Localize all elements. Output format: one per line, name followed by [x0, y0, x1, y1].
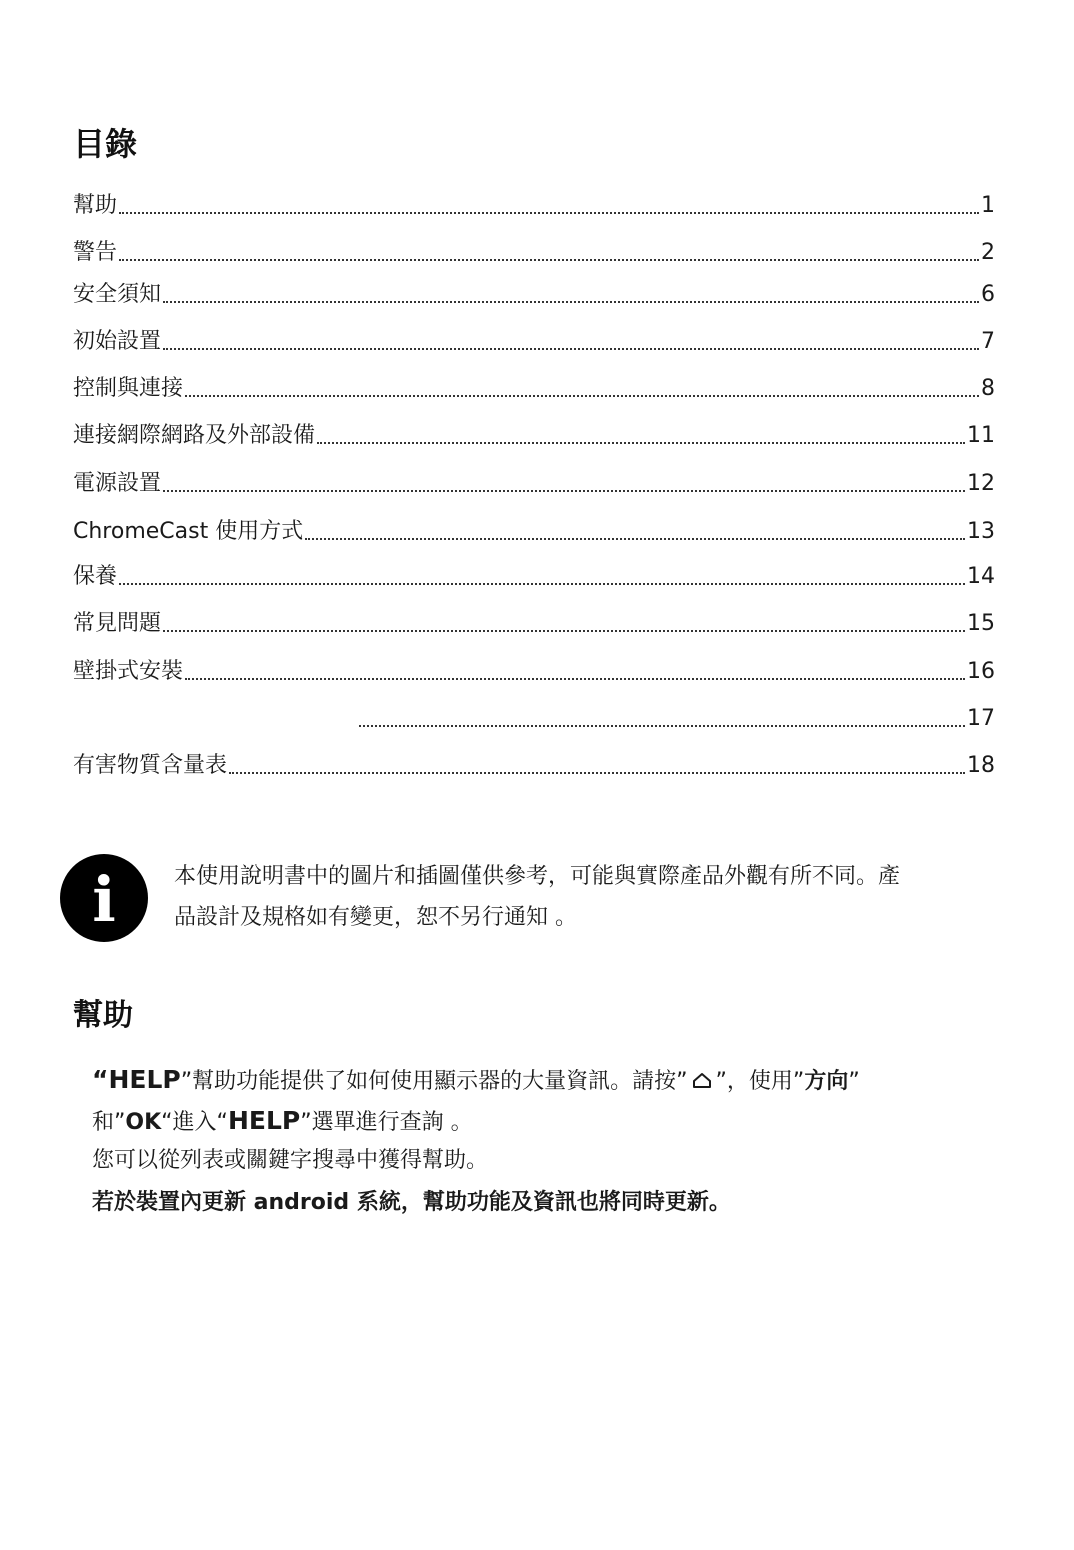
help-text: ”，使用” [715, 1069, 805, 1094]
toc-entry-label: 警告 [73, 240, 118, 265]
notice-text [174, 856, 974, 938]
toc-leader-dots [359, 724, 965, 727]
toc-entry-label: 控制與連接 [73, 376, 184, 401]
help-text: 幫助功能提供了如何使用顯示器的大量資訊。請按” [192, 1069, 688, 1094]
direction-keyword: 方向 [804, 1069, 849, 1094]
toc-entry[interactable] [73, 326, 995, 356]
toc-leader-dots [163, 300, 979, 303]
toc-entry-label: 初始設置 [73, 329, 162, 354]
toc-entry-label: 壁掛式安裝 [73, 659, 184, 684]
toc-entry-label: 電源設置 [73, 471, 162, 496]
help-paragraph-line [92, 1063, 1052, 1099]
toc-leader-dots [163, 489, 965, 492]
toc-entry[interactable] [73, 516, 995, 546]
quote-mark: “ [92, 1065, 109, 1094]
toc-entry-label: 有害物質含量表 [73, 753, 228, 778]
toc-leader-dots [185, 677, 965, 680]
quote-mark: ” [180, 1069, 193, 1094]
toc-leader-dots [163, 629, 965, 632]
toc-leader-dots [119, 258, 979, 261]
notice-line: 本使用說明書中的圖片和插圖僅供參考，可能與實際產品外觀有所不同。產 [174, 864, 901, 889]
help-section-title: 幫助 [73, 998, 133, 1033]
toc-entry[interactable] [73, 237, 995, 267]
toc-leader-dots [119, 211, 979, 214]
toc-entry-page: 6 [981, 282, 995, 307]
toc-entry[interactable] [73, 703, 995, 733]
help-text: 和” [92, 1110, 126, 1135]
toc-leader-dots [119, 582, 965, 585]
help-keyword: HELP [108, 1065, 181, 1094]
home-icon [692, 1071, 712, 1091]
toc-leader-dots [229, 771, 965, 774]
toc-entry-label: 安全須知 [73, 282, 162, 307]
toc-entry[interactable] [73, 190, 995, 220]
toc-entry-page: 8 [981, 376, 995, 401]
toc-leader-dots [163, 347, 979, 350]
notice-line: 品設計及規格如有變更，恕不另行通知 。 [174, 905, 577, 930]
toc-entry-page: 16 [967, 659, 995, 684]
toc-entry-label: ChromeCast 使用方式 [73, 519, 304, 544]
toc-entry-page: 14 [967, 564, 995, 589]
toc-entry[interactable] [73, 561, 995, 591]
toc-entry-page: 15 [967, 611, 995, 636]
help-paragraph-line: 您可以從列表或關鍵字搜尋中獲得幫助。 [92, 1148, 489, 1173]
toc-leader-dots [185, 394, 979, 397]
toc-entry[interactable] [73, 373, 995, 403]
toc-entry-label: 保養 [73, 564, 118, 589]
toc-leader-dots [305, 537, 965, 540]
toc-entry[interactable] [73, 420, 995, 450]
help-text: “進入“ [161, 1110, 228, 1135]
info-icon: i [60, 854, 148, 942]
help-keyword: HELP [227, 1106, 301, 1135]
toc-entry-label: 常見問題 [73, 611, 162, 636]
quote-mark: ” [848, 1069, 860, 1094]
toc-entry-page: 18 [967, 753, 995, 778]
help-text: ”選單進行查詢 。 [300, 1110, 473, 1135]
toc-entry-page: 12 [967, 471, 995, 496]
toc-entry[interactable] [73, 468, 995, 498]
toc-entry-label: 幫助 [73, 193, 118, 218]
help-paragraph-line [92, 1104, 1052, 1140]
toc-entry[interactable] [73, 750, 995, 780]
toc-entry-page: 1 [981, 193, 995, 218]
help-update-note: 若於裝置內更新 android 系統，幫助功能及資訊也將同時更新。 [92, 1190, 731, 1215]
toc-entry[interactable] [73, 608, 995, 638]
ok-keyword: OK [125, 1110, 162, 1135]
toc-entry-page: 7 [981, 329, 995, 354]
toc-entry[interactable] [73, 279, 995, 309]
toc-entry-page: 17 [967, 706, 995, 731]
toc-title: 目錄 [73, 125, 138, 163]
toc-entry-page: 2 [981, 240, 995, 265]
toc-entry-page: 13 [967, 519, 995, 544]
toc-leader-dots [317, 441, 965, 444]
toc-entry-label: 連接網際網路及外部設備 [73, 423, 316, 448]
toc-entry[interactable] [73, 656, 995, 686]
toc-entry-page: 11 [967, 423, 995, 448]
